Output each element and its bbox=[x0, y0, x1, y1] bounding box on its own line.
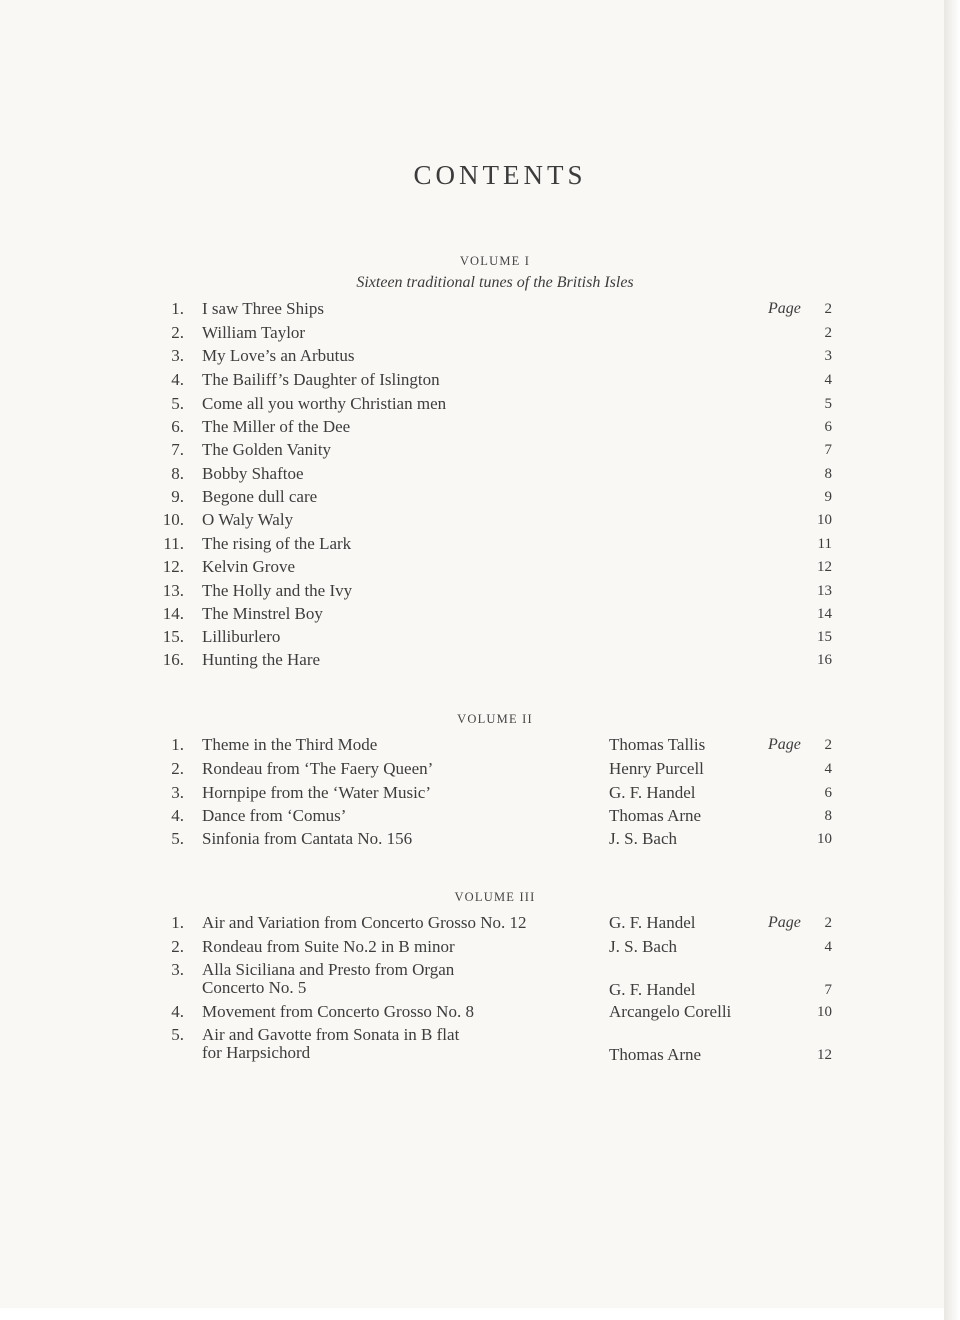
item-number: 5. bbox=[171, 1025, 184, 1044]
item-composer: Thomas Tallis bbox=[609, 735, 706, 754]
item-page-number: 5 bbox=[824, 396, 832, 412]
item-page-number: 15 bbox=[817, 629, 832, 645]
item-page-number: 16 bbox=[817, 652, 832, 668]
item-page-number: 2 bbox=[824, 915, 832, 931]
item-title: The Holly and the Ivy bbox=[202, 581, 353, 600]
contents-row bbox=[0, 758, 944, 782]
item-page-number: 4 bbox=[824, 939, 832, 955]
page-label: Page bbox=[768, 736, 801, 753]
item-composer: Thomas Arne bbox=[609, 806, 702, 825]
item-title: The Golden Vanity bbox=[202, 440, 332, 459]
item-page-number: 9 bbox=[824, 489, 832, 505]
contents-row bbox=[0, 298, 944, 322]
item-number: 3. bbox=[171, 960, 184, 979]
item-page-number: 13 bbox=[817, 583, 832, 599]
item-title: William Taylor bbox=[202, 323, 306, 342]
item-page-number: 2 bbox=[824, 301, 832, 317]
contents-row bbox=[0, 463, 944, 487]
page-label: Page bbox=[768, 914, 801, 931]
contents-row bbox=[0, 782, 944, 806]
volume-1-heading: VOLUME I bbox=[459, 254, 531, 268]
item-number: 5. bbox=[171, 394, 184, 413]
item-title: Dance from ‘Comus’ bbox=[202, 806, 347, 825]
contents-row bbox=[0, 322, 944, 346]
item-number: 2. bbox=[171, 323, 184, 342]
contents-row bbox=[0, 828, 944, 852]
item-title: O Waly Waly bbox=[202, 510, 294, 529]
item-number: 3. bbox=[171, 783, 184, 802]
item-number: 8. bbox=[171, 464, 184, 483]
item-page-number: 12 bbox=[817, 1047, 832, 1063]
item-page-number: 8 bbox=[824, 808, 832, 824]
contents-row bbox=[0, 486, 944, 510]
item-title: Air and Variation from Concerto Grosso No. 12 bbox=[202, 913, 527, 932]
item-number: 14. bbox=[162, 604, 184, 623]
contents-row bbox=[0, 416, 944, 440]
item-composer: J. S. Bach bbox=[609, 937, 677, 956]
item-page-number: 10 bbox=[817, 1004, 832, 1020]
item-number: 1. bbox=[171, 913, 184, 932]
item-number: 2. bbox=[171, 937, 184, 956]
volume-2-heading: VOLUME II bbox=[457, 712, 533, 726]
item-page-number: 14 bbox=[817, 606, 832, 622]
contents-row bbox=[0, 959, 944, 1001]
item-number: 15. bbox=[162, 627, 184, 646]
item-title: Begone dull care bbox=[202, 487, 318, 506]
item-page-number: 8 bbox=[824, 466, 832, 482]
item-title: The Bailiff’s Daughter of Islington bbox=[202, 370, 440, 389]
item-number: 12. bbox=[162, 557, 184, 576]
item-page-number: 6 bbox=[824, 419, 832, 435]
item-title: My Love’s an Arbutus bbox=[202, 346, 355, 365]
item-number: 4. bbox=[171, 806, 184, 825]
item-page-number: 4 bbox=[824, 761, 832, 777]
contents-row bbox=[0, 626, 944, 650]
item-page-number: 3 bbox=[824, 348, 832, 364]
contents-row bbox=[0, 649, 944, 673]
contents-row bbox=[0, 556, 944, 580]
contents-row bbox=[0, 369, 944, 393]
item-composer: J. S. Bach bbox=[609, 829, 677, 848]
item-title: Lilliburlero bbox=[202, 627, 281, 646]
contents-row bbox=[0, 393, 944, 417]
contents-row bbox=[0, 580, 944, 604]
item-title: I saw Three Ships bbox=[202, 299, 324, 318]
contents-row bbox=[0, 734, 944, 758]
item-number: 1. bbox=[171, 735, 184, 754]
page-label: Page bbox=[768, 300, 801, 317]
item-title: Kelvin Grove bbox=[202, 557, 296, 576]
item-composer: Henry Purcell bbox=[609, 759, 704, 778]
item-number: 3. bbox=[171, 346, 184, 365]
item-title: Movement from Concerto Grosso No. 8 bbox=[202, 1002, 474, 1021]
item-composer: G. F. Handel bbox=[609, 913, 696, 932]
item-number: 4. bbox=[171, 1002, 184, 1021]
item-number: 11. bbox=[163, 534, 184, 553]
item-composer: Arcangelo Corelli bbox=[609, 1002, 732, 1021]
item-number: 13. bbox=[162, 581, 184, 600]
item-number: 2. bbox=[171, 759, 184, 778]
contents-row bbox=[0, 509, 944, 533]
item-title-continued: Concerto No. 5 bbox=[202, 978, 307, 997]
item-number: 16. bbox=[162, 650, 184, 669]
item-number: 6. bbox=[171, 417, 184, 436]
item-title-continued: for Harpsichord bbox=[202, 1043, 311, 1062]
item-page-number: 7 bbox=[824, 442, 832, 458]
item-number: 1. bbox=[171, 299, 184, 318]
item-number: 10. bbox=[162, 510, 184, 529]
item-number: 9. bbox=[171, 487, 184, 506]
contents-row bbox=[0, 533, 944, 557]
item-page-number: 4 bbox=[824, 372, 832, 388]
item-title: The rising of the Lark bbox=[202, 534, 352, 553]
contents-row bbox=[0, 805, 944, 829]
page-title: CONTENTS bbox=[413, 160, 587, 190]
item-page-number: 7 bbox=[824, 982, 832, 998]
item-title: The Minstrel Boy bbox=[202, 604, 323, 623]
page-edge bbox=[944, 0, 960, 1320]
item-title: Theme in the Third Mode bbox=[202, 735, 378, 754]
item-page-number: 12 bbox=[817, 559, 832, 575]
item-page-number: 2 bbox=[824, 325, 832, 341]
item-title: The Miller of the Dee bbox=[202, 417, 351, 436]
item-title: Alla Siciliana and Presto from Organ bbox=[202, 960, 455, 979]
contents-row bbox=[0, 603, 944, 627]
item-title: Come all you worthy Christian men bbox=[202, 394, 447, 413]
item-number: 7. bbox=[171, 440, 184, 459]
contents-row bbox=[0, 912, 944, 936]
item-title: Sinfonia from Cantata No. 156 bbox=[202, 829, 413, 848]
item-title: Rondeau from ‘The Faery Queen’ bbox=[202, 759, 434, 778]
item-composer: Thomas Arne bbox=[609, 1045, 702, 1064]
contents-row bbox=[0, 345, 944, 369]
volume-1-subtitle: Sixteen traditional tunes of the British Isles bbox=[356, 274, 634, 291]
item-page-number: 2 bbox=[824, 737, 832, 753]
item-composer: G. F. Handel bbox=[609, 783, 696, 802]
item-title: Air and Gavotte from Sonata in B flat bbox=[202, 1025, 460, 1044]
item-number: 5. bbox=[171, 829, 184, 848]
contents-row bbox=[0, 1024, 944, 1066]
item-number: 4. bbox=[171, 370, 184, 389]
item-page-number: 11 bbox=[817, 536, 832, 552]
item-title: Bobby Shaftoe bbox=[202, 464, 304, 483]
item-page-number: 10 bbox=[817, 831, 832, 847]
volume-3-heading: VOLUME III bbox=[454, 890, 536, 904]
contents-row bbox=[0, 936, 944, 960]
item-title: Hornpipe from the ‘Water Music’ bbox=[202, 783, 432, 802]
item-page-number: 10 bbox=[817, 512, 832, 528]
contents-row bbox=[0, 1001, 944, 1025]
item-title: Rondeau from Suite No.2 in B minor bbox=[202, 937, 455, 956]
contents-row bbox=[0, 439, 944, 463]
item-title: Hunting the Hare bbox=[202, 650, 321, 669]
item-composer: G. F. Handel bbox=[609, 980, 696, 999]
item-page-number: 6 bbox=[824, 785, 832, 801]
